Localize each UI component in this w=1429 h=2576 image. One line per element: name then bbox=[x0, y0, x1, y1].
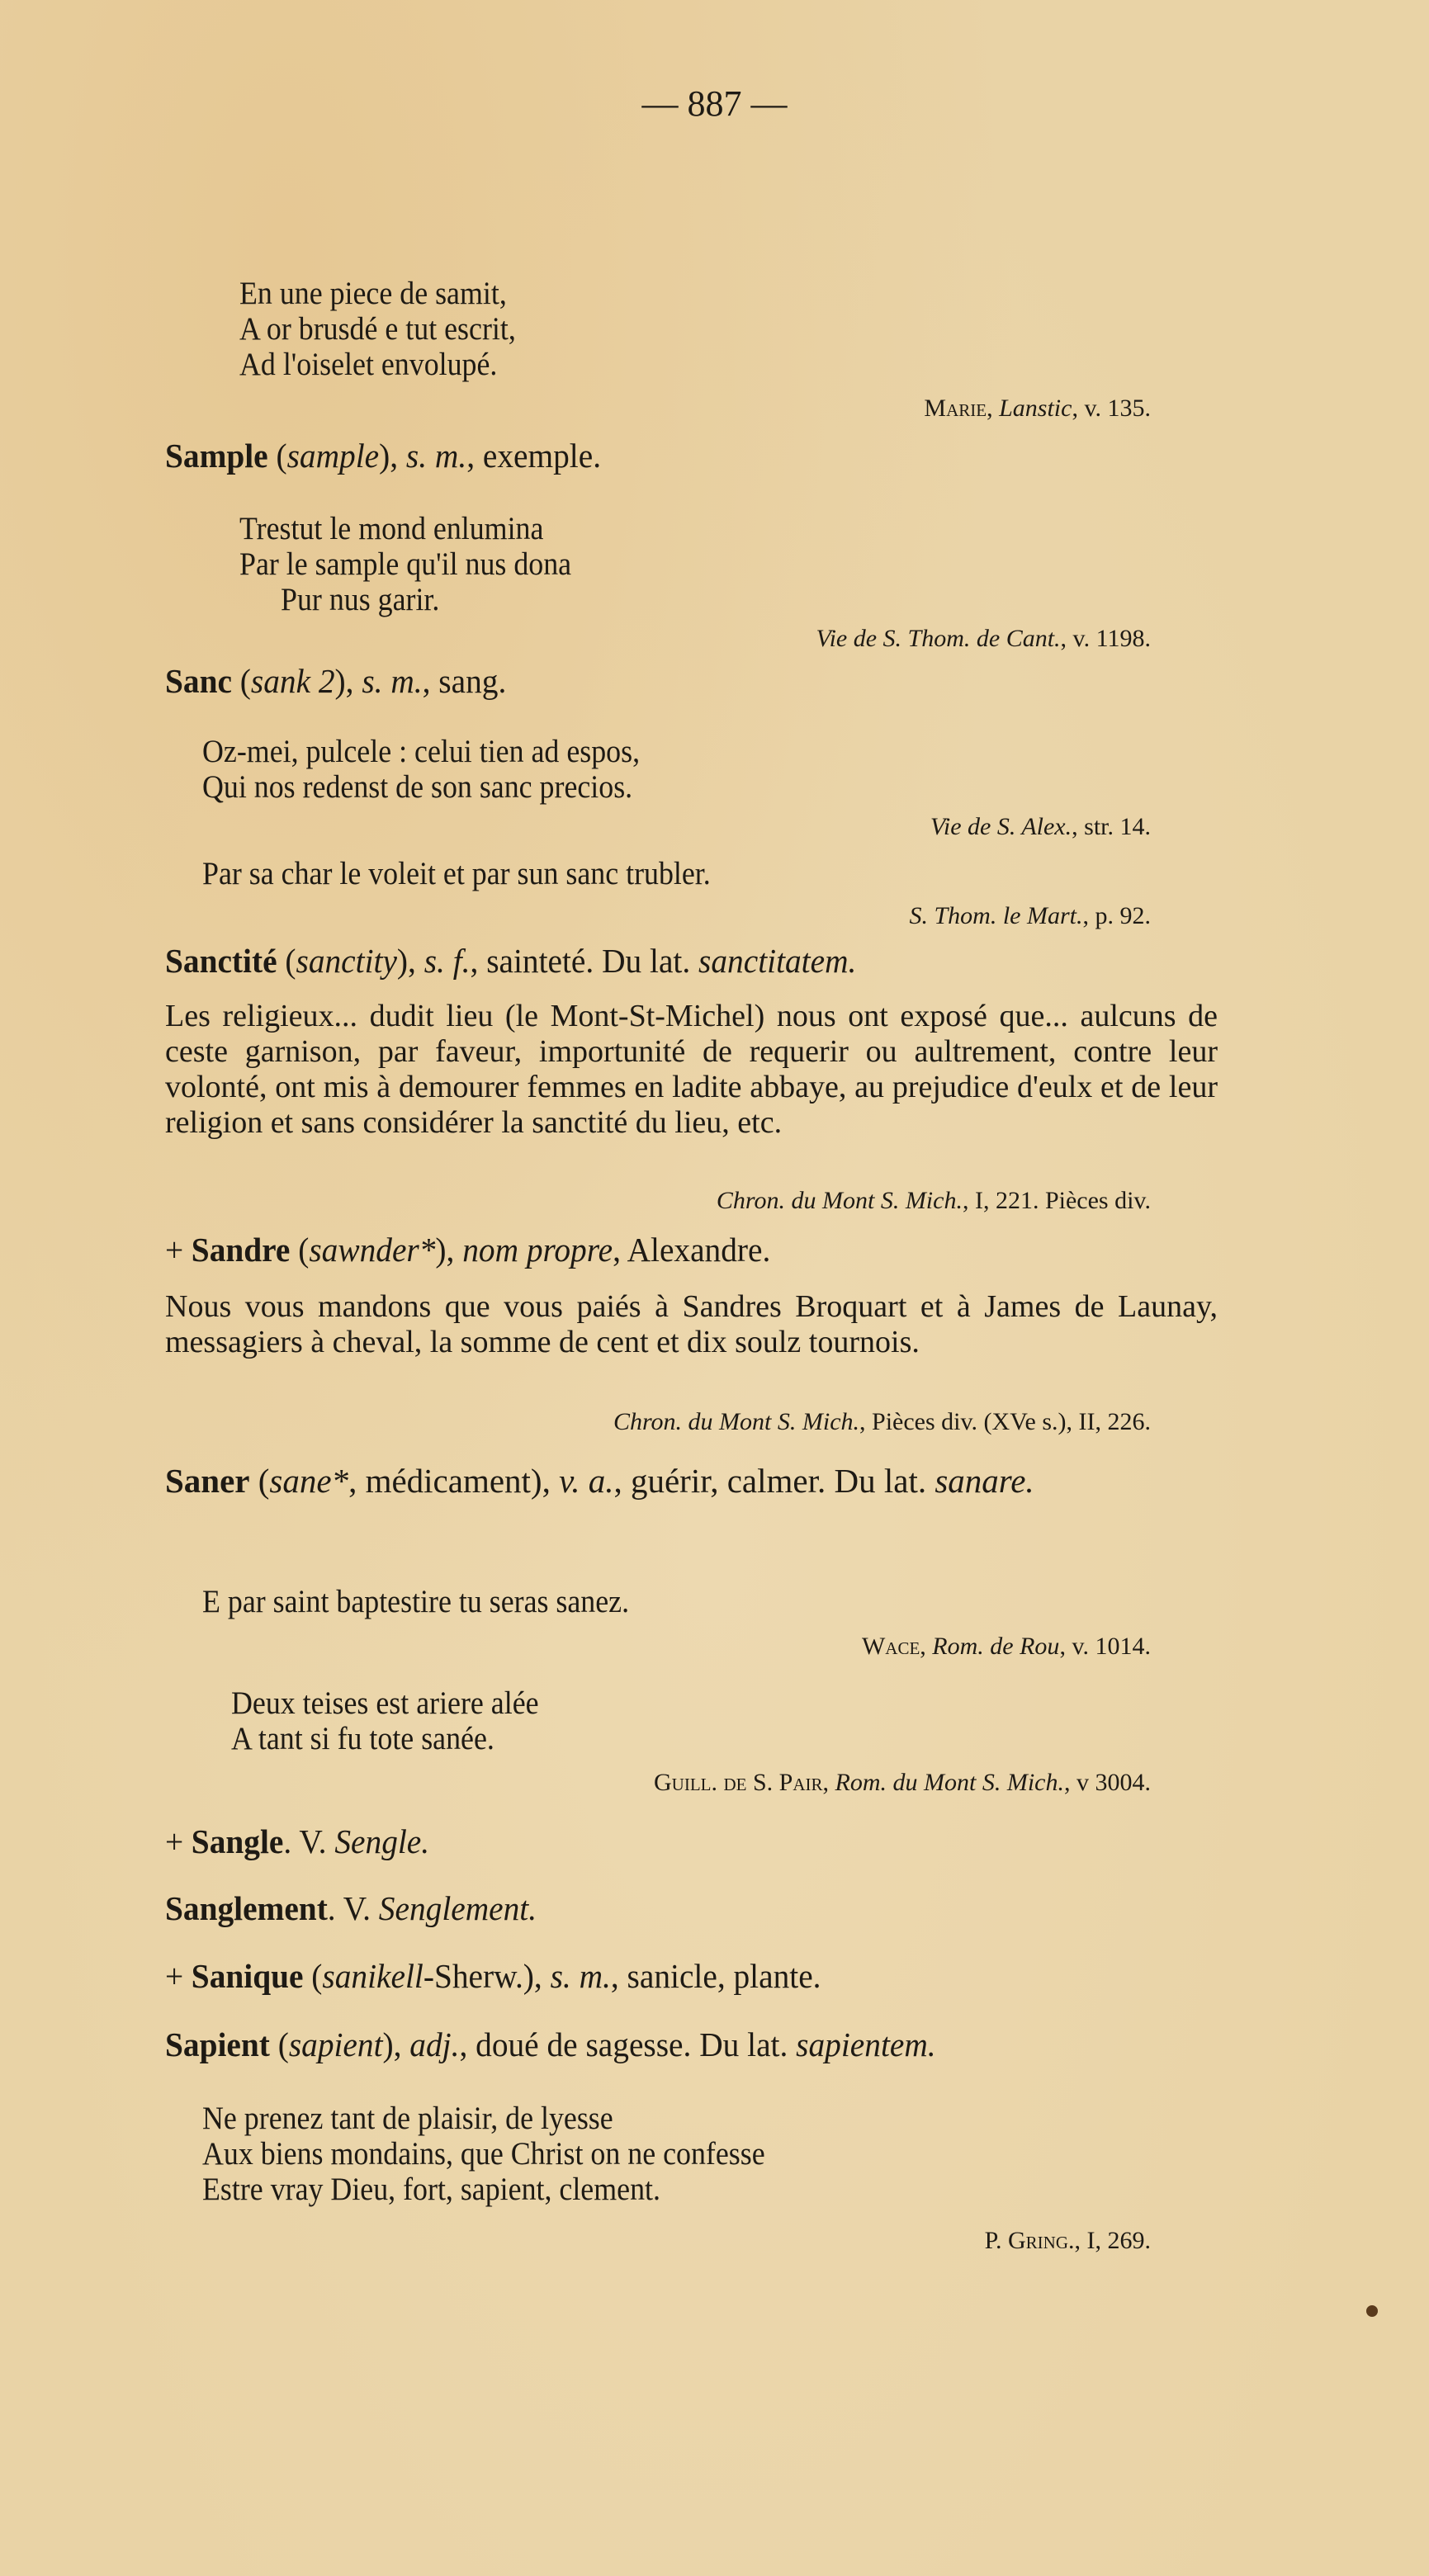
entry-sanglement: Sanglement. V. Senglement. bbox=[165, 1889, 537, 1927]
entry-saner: Saner (sane*, médicament), v. a., guérir, calmer. Du lat. sanare. bbox=[165, 1462, 1034, 1500]
ink-spot bbox=[1366, 2305, 1378, 2317]
verse-line: Estre vray Dieu, fort, sapient, clement. bbox=[202, 2172, 660, 2207]
verse-line: Aux biens mondains, que Christ on ne confesse bbox=[202, 2136, 765, 2172]
cross-reference-link[interactable]: Senglement. bbox=[378, 1889, 537, 1927]
citation: Chron. du Mont S. Mich., Pièces div. (XVe s.), II, 226. bbox=[613, 1408, 1151, 1435]
entry-sample: Sample (sample), s. m., exemple. bbox=[165, 437, 602, 475]
verse-line: E par saint baptestire tu seras sanez. bbox=[202, 1584, 630, 1619]
entry-sanique: + Sanique (sanikell-Sherw.), s. m., sanicle, plante. bbox=[165, 1957, 821, 1995]
prose-quote: Nous vous mandons que vous paiés à Sandres Broquart et à James de Launay, messagiers à cheval, la somme de cent et dix soulz tournois. bbox=[165, 1289, 1218, 1359]
citation: P. Gring., I, 269. bbox=[984, 2227, 1151, 2254]
verse-line: Par sa char le voleit et par sun sanc trubler. bbox=[202, 856, 711, 891]
verse-line: Deux teises est ariere alée bbox=[231, 1685, 539, 1721]
citation: S. Thom. le Mart., p. 92. bbox=[909, 902, 1151, 929]
entry-sanc: Sanc (sank 2), s. m., sang. bbox=[165, 662, 507, 700]
citation: Vie de S. Alex., str. 14. bbox=[930, 813, 1151, 840]
cross-reference-link[interactable]: Sengle. bbox=[334, 1822, 430, 1860]
citation: Guill. de S. Pair, Rom. du Mont S. Mich., v 3004. bbox=[654, 1769, 1151, 1796]
verse-line: Pur nus garir. bbox=[281, 582, 440, 617]
citation: Chron. du Mont S. Mich., I, 221. Pièces div. bbox=[716, 1187, 1151, 1214]
verse-line: A tant si fu tote sanée. bbox=[231, 1721, 494, 1756]
page-number: — 887 — bbox=[641, 83, 788, 124]
verse-line: Ne prenez tant de plaisir, de lyesse bbox=[202, 2101, 613, 2136]
citation: Vie de S. Thom. de Cant., v. 1198. bbox=[816, 625, 1151, 652]
cross-mark-icon: + bbox=[165, 1822, 184, 1860]
verse-line: A or brusdé e tut escrit, bbox=[239, 311, 516, 347]
cross-mark-icon: + bbox=[165, 1957, 184, 1995]
verse-line: Par le sample qu'il nus dona bbox=[239, 546, 572, 582]
citation: Marie, Lanstic, v. 135. bbox=[924, 395, 1151, 422]
verse-line: Trestut le mond enlumina bbox=[239, 511, 544, 546]
prose-quote: Les religieux... dudit lieu (le Mont-St-Michel) nous ont exposé que... aulcuns de ceste garnison, par faveur, importunité de requerir ou aultrement, contre leur volonté, ont mis à demourer femmes en ladite abbaye, au prejudice d'eulx et de leur religion et sans considérer la sanctité du lieu, etc. bbox=[165, 999, 1218, 1140]
verse-line: Ad l'oiselet envolupé. bbox=[239, 347, 498, 382]
citation: Wace, Rom. de Rou, v. 1014. bbox=[861, 1633, 1151, 1660]
entry-sanctite: Sanctité (sanctity), s. f., sainteté. Du lat. sanctitatem. bbox=[165, 942, 857, 980]
entry-sangle: + Sangle. V. Sengle. bbox=[165, 1822, 430, 1860]
verse-line: Qui nos redenst de son sanc precios. bbox=[202, 769, 633, 805]
entry-sandre: + Sandre (sawnder*), nom propre, Alexandre. bbox=[165, 1231, 771, 1269]
verse-line: En une piece de samit, bbox=[239, 276, 507, 311]
entry-sapient: Sapient (sapient), adj., doué de sagesse. Du lat. sapientem. bbox=[165, 2025, 936, 2063]
verse-line: Oz-mei, pulcele : celui tien ad espos, bbox=[202, 734, 641, 769]
cross-mark-icon: + bbox=[165, 1231, 184, 1269]
